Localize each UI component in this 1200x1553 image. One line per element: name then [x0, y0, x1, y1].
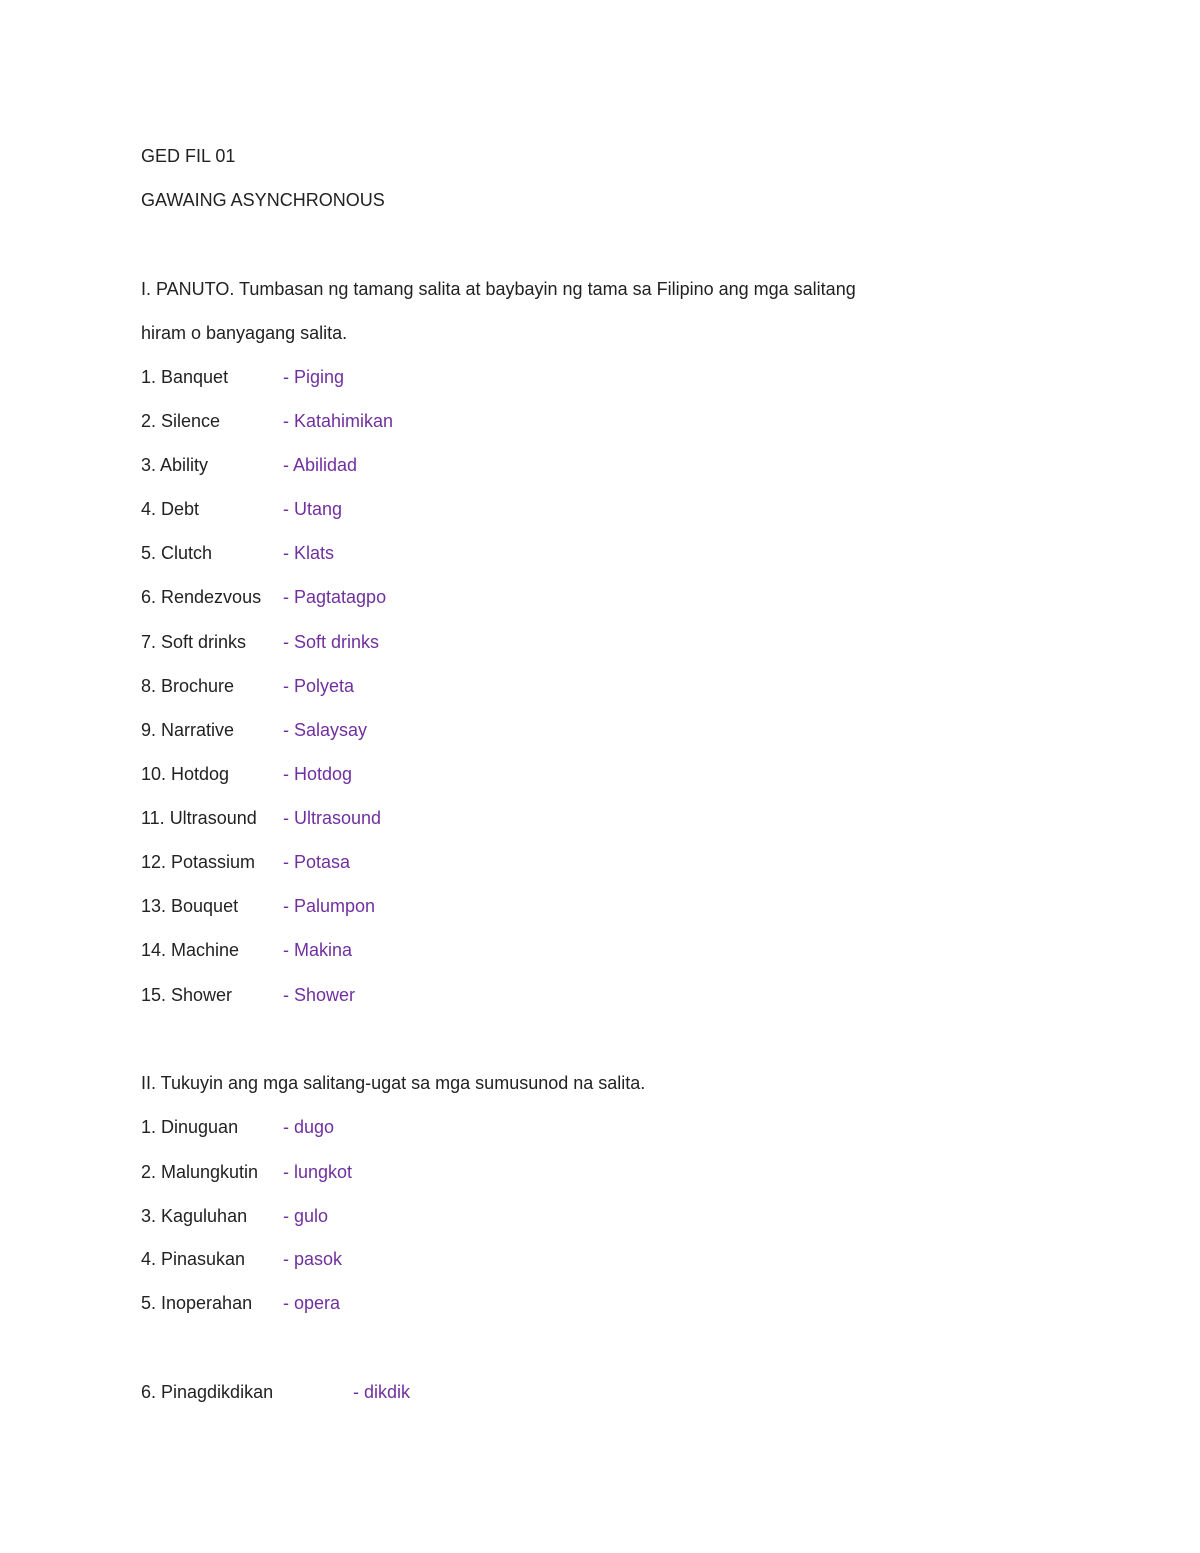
item-label: 14. Machine [141, 940, 240, 960]
list-item [141, 585, 386, 609]
item-answer: - Utang [283, 499, 343, 519]
item-label: 6. Pinagdikdikan [141, 1382, 274, 1402]
item-label: 4. Pinasukan [141, 1249, 246, 1269]
item-label: 8. Brochure [141, 676, 235, 696]
item-label: 2. Silence [141, 411, 221, 431]
item-label: 5. Clutch [141, 543, 213, 563]
course-code: GED FIL 01 [141, 146, 236, 166]
list-item [141, 630, 379, 654]
item-label: 11. Ultrasound [141, 808, 257, 828]
item-label: 7. Soft drinks [141, 632, 247, 652]
item-answer: - Klats [283, 543, 335, 563]
item-label: 4. Debt [141, 499, 200, 519]
item-answer: - Makina [283, 940, 353, 960]
list-item [141, 983, 355, 1007]
list-item [141, 1247, 342, 1271]
list-item [141, 1380, 410, 1404]
item-label: 9. Narrative [141, 720, 235, 740]
item-answer: - opera [283, 1293, 341, 1313]
list-item [141, 1115, 334, 1139]
item-answer: - Abilidad [283, 455, 358, 475]
item-label: 3. Kaguluhan [141, 1206, 248, 1226]
item-answer: - Polyeta [283, 676, 355, 696]
item-answer: - Ultrasound [283, 808, 382, 828]
item-answer: - Piging [283, 367, 345, 387]
item-answer: - Salaysay [283, 720, 368, 740]
item-answer: - Katahimikan [283, 411, 394, 431]
list-item [141, 497, 342, 521]
list-item [141, 850, 350, 874]
item-label: 15. Shower [141, 985, 233, 1005]
list-item [141, 541, 334, 565]
item-answer: - Pagtatagpo [283, 587, 387, 607]
section2-instruction: II. Tukuyin ang mga salitang-ugat sa mga sumusunod na salita. [141, 1073, 646, 1093]
item-label: 3. Ability [141, 455, 209, 475]
item-answer: - pasok [283, 1249, 343, 1269]
list-item [141, 409, 393, 433]
item-label: 6. Rendezvous [141, 587, 262, 607]
list-item [141, 365, 344, 389]
item-answer: - gulo [283, 1206, 329, 1226]
list-item [141, 1291, 340, 1315]
item-answer: - Potasa [283, 852, 351, 872]
list-item [141, 674, 354, 698]
item-answer: - dikdik [353, 1382, 411, 1402]
item-answer: - lungkot [283, 1162, 353, 1182]
list-item [141, 762, 352, 786]
item-label: 2. Malungkutin [141, 1162, 259, 1182]
item-answer: - Hotdog [283, 764, 353, 784]
list-item [141, 894, 375, 918]
item-label: 1. Banquet [141, 367, 229, 387]
item-label: 5. Inoperahan [141, 1293, 253, 1313]
activity-title: GAWAING ASYNCHRONOUS [141, 190, 385, 210]
item-answer: - Shower [283, 985, 356, 1005]
list-item [141, 1160, 352, 1184]
item-answer: - dugo [283, 1117, 335, 1137]
section1-instruction-line1: I. PANUTO. Tumbasan ng tamang salita at baybayin ng tama sa Filipino ang mga salitang [141, 279, 856, 299]
list-item [141, 1204, 328, 1228]
list-item [141, 453, 357, 477]
item-label: 12. Potassium [141, 852, 256, 872]
item-label: 10. Hotdog [141, 764, 230, 784]
item-label: 13. Bouquet [141, 896, 239, 916]
item-answer: - Soft drinks [283, 632, 380, 652]
item-label: 1. Dinuguan [141, 1117, 239, 1137]
item-answer: - Palumpon [283, 896, 376, 916]
section1-instruction-line2: hiram o banyagang salita. [141, 323, 348, 343]
list-item [141, 938, 352, 962]
list-item [141, 718, 367, 742]
list-item [141, 806, 381, 830]
